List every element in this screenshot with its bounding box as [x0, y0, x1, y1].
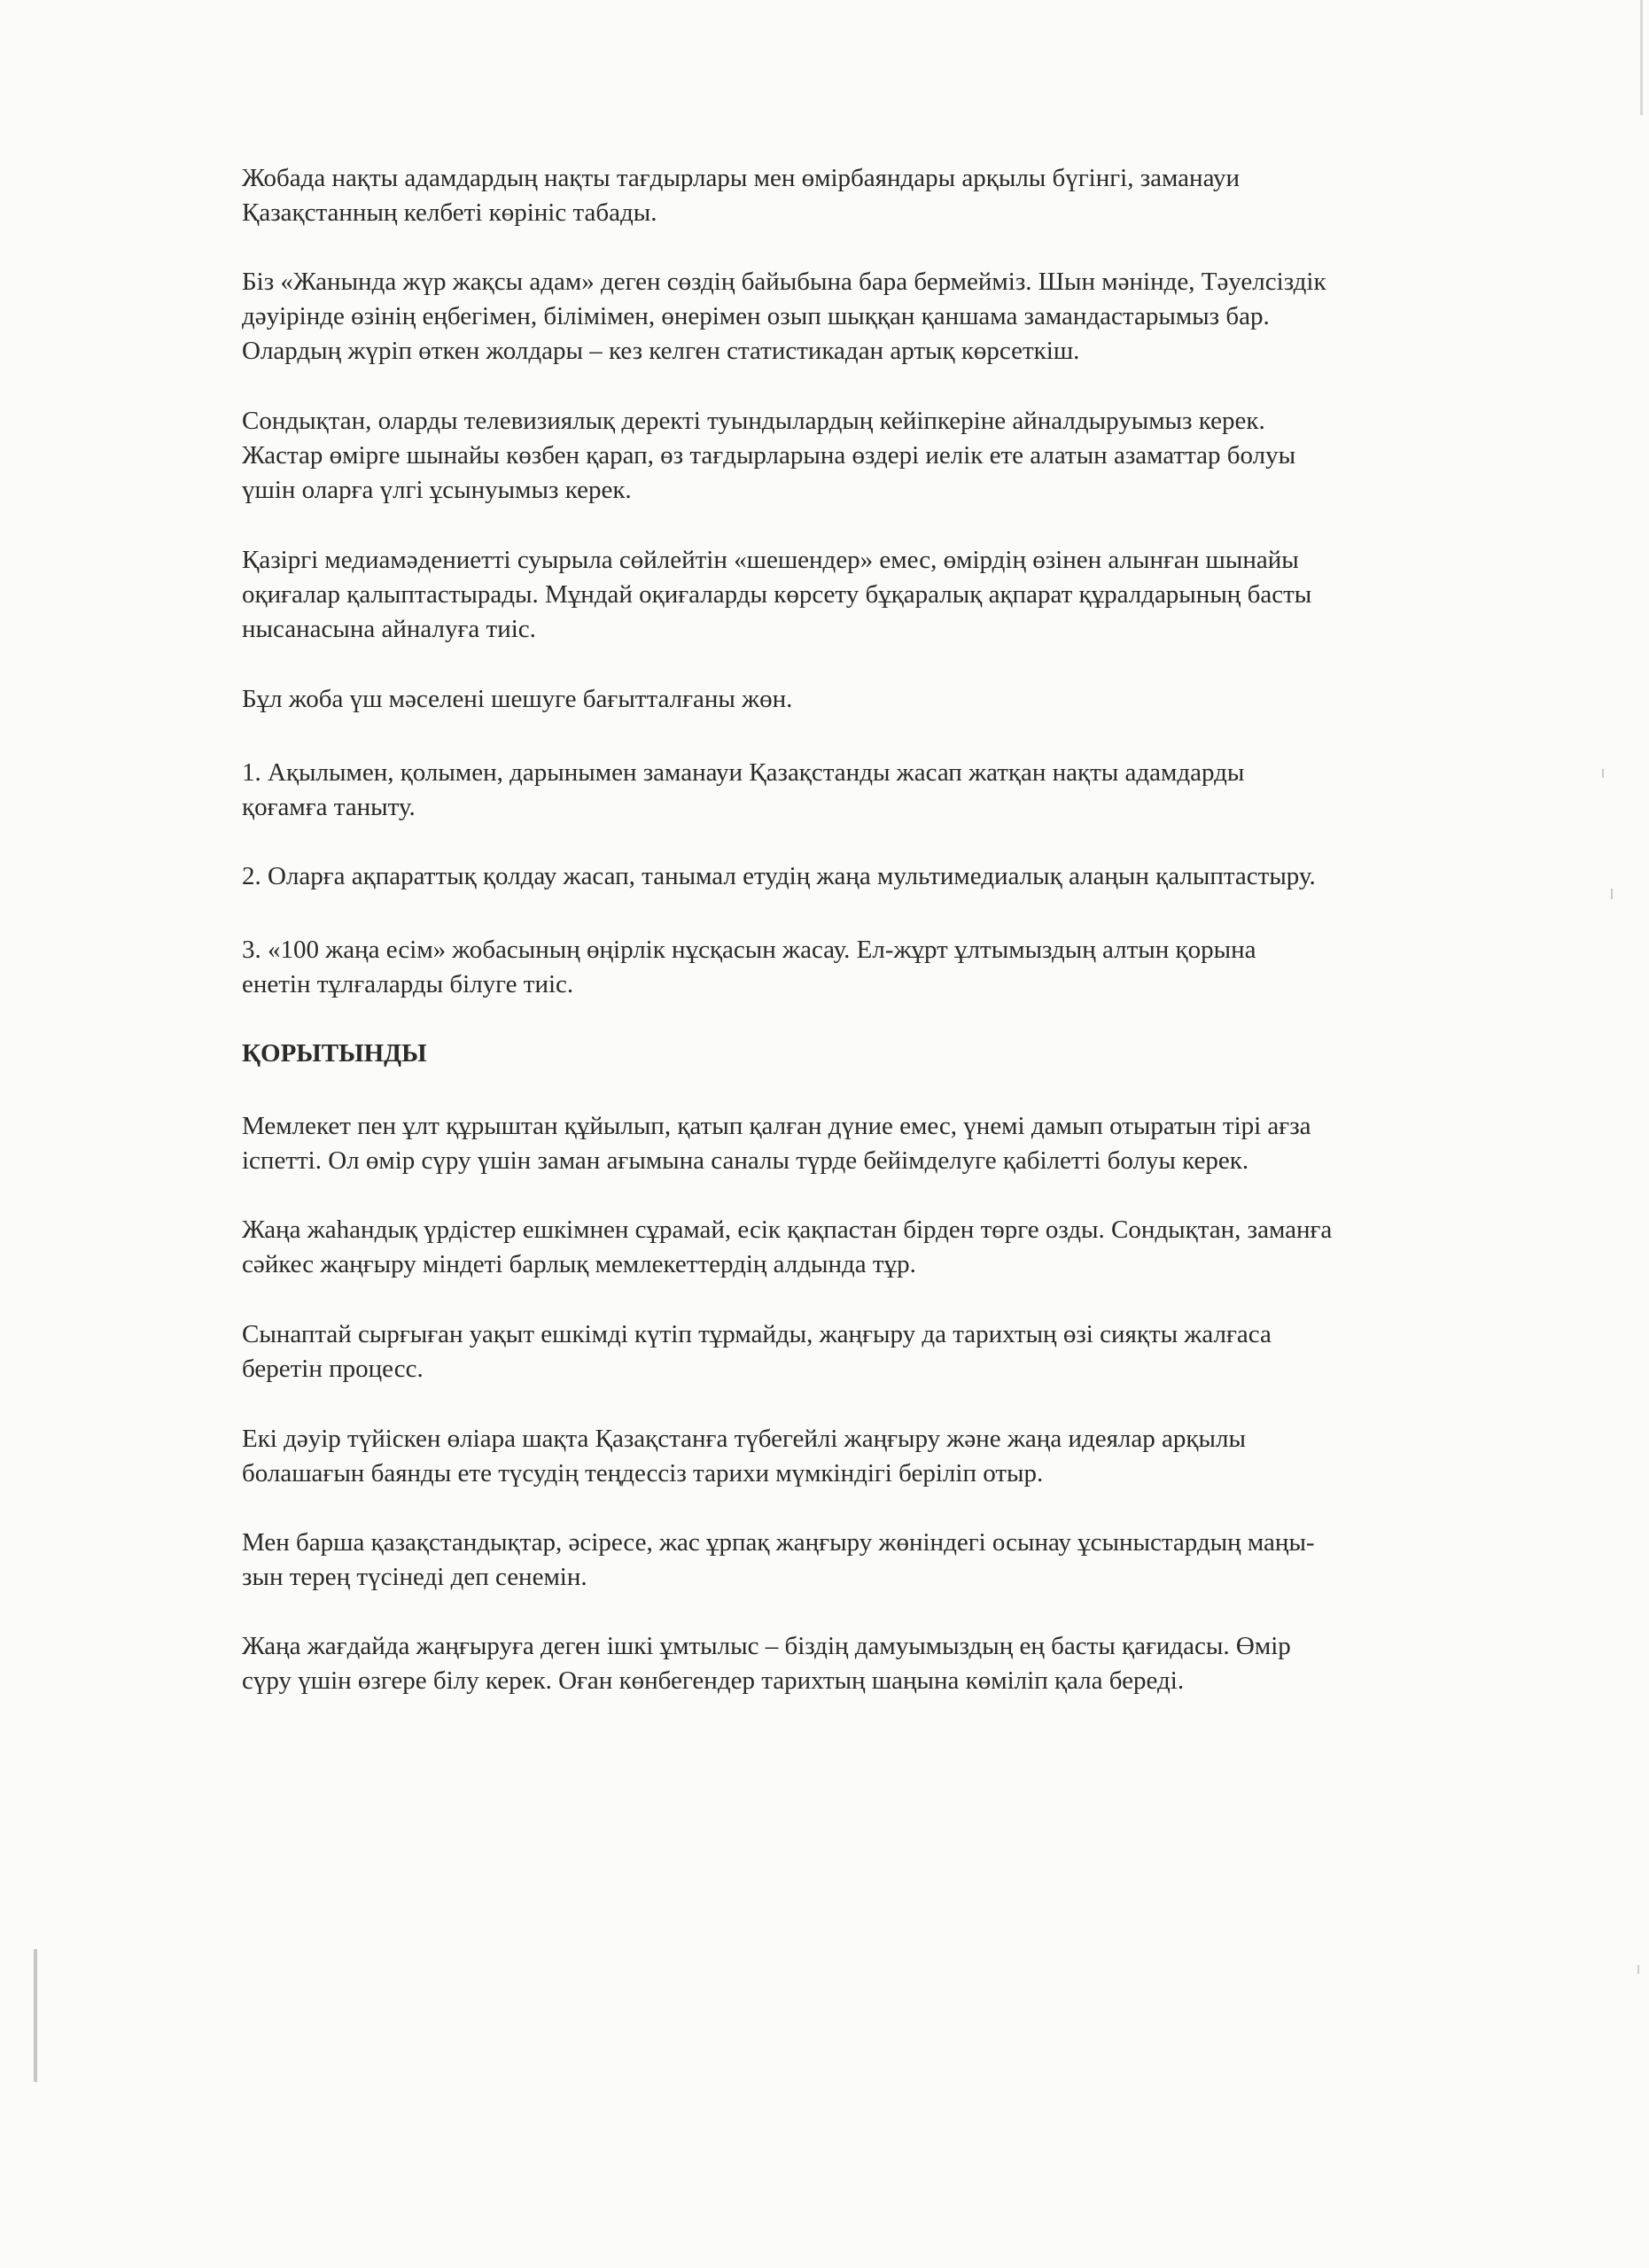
conclusion-paragraph-2: Жаңа жаһандық үрдістер ешкімнен сұрамай, есік қақпастан бірден төрге озды. Сондықтан, заманға сәйкес жаңғыру міндеті барлық мемлекеттердің алдында тұр. [242, 1216, 1333, 1278]
scan-speck [1611, 889, 1613, 899]
scan-speck [1602, 769, 1604, 778]
list-item-2: 2. Оларға ақпараттық қолдау жасап, танымал етудің жаңа мультимедиалық алаңын қалыптастыру. [242, 862, 1316, 890]
list-item-3: 3. «100 жаңа есім» жобасының өңірлік нұсқасын жасау. Ел-жұрт ұлтымыздың алтын қорына енетін тұлғаларды білуге тиіс. [242, 936, 1256, 998]
section-heading: ҚОРЫТЫНДЫ [242, 1039, 427, 1068]
conclusion-paragraph-5: Мен барша қазақстандықтар, әсіресе, жас ұрпақ жаңғыру жөніндегі осынау ұсыныстардың маңы- зын терең түсінеді деп сенемін. [242, 1528, 1315, 1591]
scan-edge-mark [1640, 0, 1643, 115]
list-item-1: 1. Ақылымен, қолымен, дарынымен заманауи Қазақстанды жасап жатқан нақты адамдарды қоғамға таныту. [242, 758, 1245, 821]
conclusion-paragraph-6: Жаңа жағдайда жаңғыруға деген ішкі ұмтылыс – біздің дамуымыздың ең басты қағидасы. Өмір сүру үшін өзгере білу керек. Оған көнбегендер тарихтың шаңына көміліп қала береді. [242, 1632, 1291, 1695]
scan-binding-mark [34, 1949, 37, 2082]
paragraph-5: Бұл жоба үш мәселені шешуге бағытталғаны жөн. [242, 685, 793, 713]
paragraph-4: Қазіргі медиамәдениетті суырыла сөйлейтін «шешендер» емес, өмірдің өзінен алынған шынайы оқиғалар қалыптастырады. Мұндай оқиғаларды көрсету бұқаралық ақпарат құралдарының басты нысанасына айналуға тиіс. [242, 546, 1312, 643]
paragraph-3: Сондықтан, оларды телевизиялық деректі туындылардың кейіпкеріне айналдыруымыз керек. Жастар өмірге шынайы көзбен қарап, өз тағдырларына өздері иелік ете алатын азаматтар болуы үшін оларға үлгі ұсынуымыз керек. [242, 407, 1296, 504]
conclusion-paragraph-3: Сынаптай сырғыған уақыт ешкімді күтіп тұрмайды, жаңғыру да тарихтың өзі сияқты жалғаса беретін процесс. [242, 1320, 1272, 1383]
conclusion-paragraph-1: Мемлекет пен ұлт құрыштан құйылып, қатып қалған дүние емес, үнемі дамып отыратын тірі ағза іспетті. Ол өмір сүру үшін заман ағымына саналы түрде бейімделуге қабілетті болуы керек. [242, 1112, 1311, 1175]
paragraph-2: Біз «Жанында жүр жақсы адам» деген сөздің байыбына бара бермейміз. Шын мәнінде, Тәуелсіздік дәуірінде өзінің еңбегімен, білімімен, өнерімен озып шыққан қаншама замандастарымыз бар. Олардың жүріп өткен жолдары – кез келген статистикадан артық көрсеткіш. [242, 268, 1326, 365]
paragraph-1: Жобада нақты адамдардың нақты тағдырлары мен өмірбаяндары арқылы бүгінгі, заманауи Қазақстанның келбеті көрініс табады. [242, 164, 1240, 227]
scan-speck [1637, 1965, 1639, 1974]
conclusion-paragraph-4: Екі дәуір түйіскен өліара шақта Қазақстанға түбегейлі жаңғыру және жаңа идеялар арқылы болашағын баянды ете түсудің теңдессіз тарихи мүмкіндігі беріліп отыр. [242, 1425, 1246, 1487]
